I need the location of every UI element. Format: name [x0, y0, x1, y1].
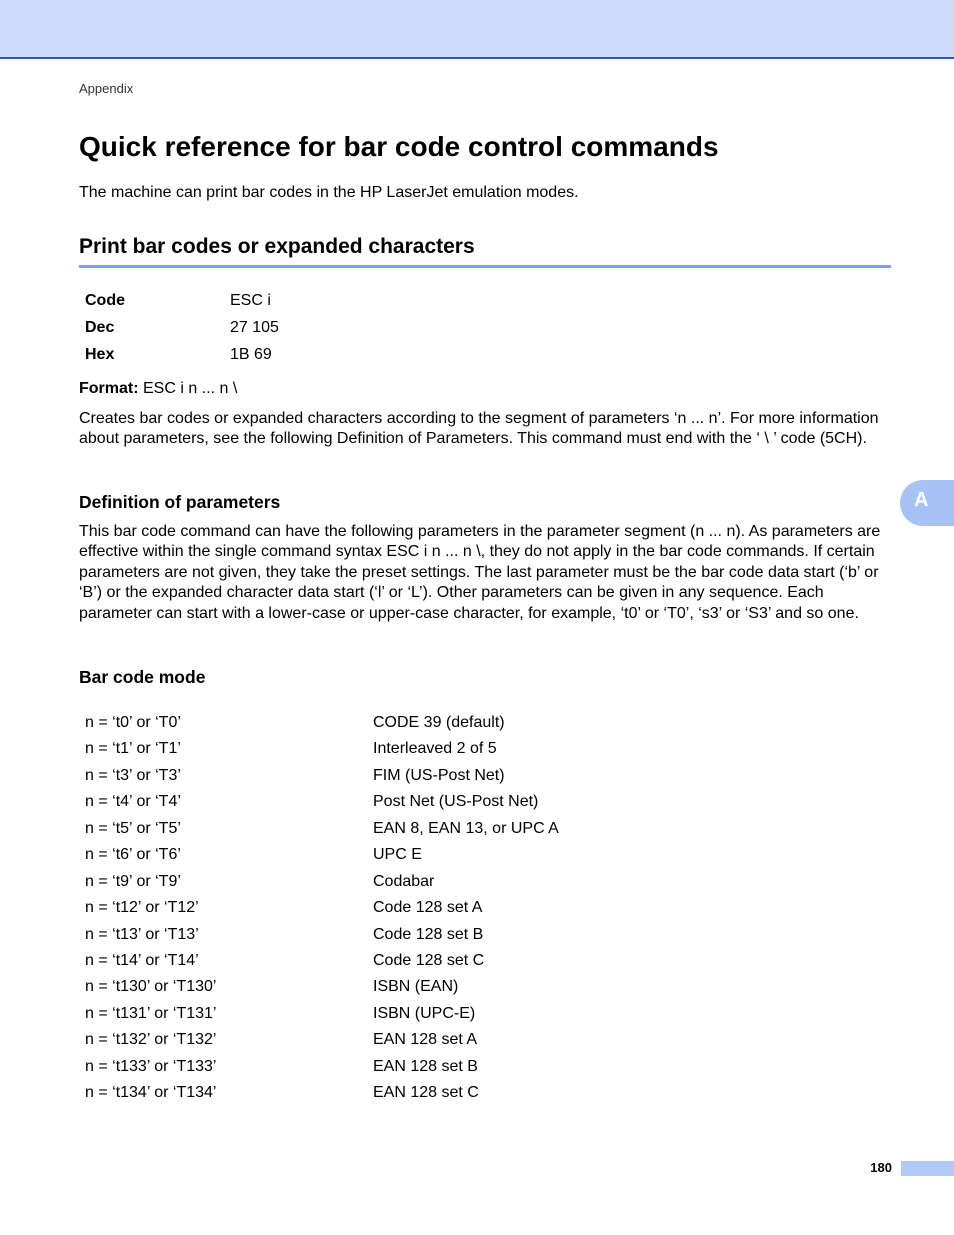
mode-name: Code 128 set A [373, 899, 483, 917]
mode-param: n = ‘t131’ or ‘T131’ [85, 1004, 217, 1022]
section-heading: Print bar codes or expanded characters [79, 235, 891, 268]
table-row [85, 846, 559, 872]
table-row [85, 793, 559, 819]
code-row [85, 292, 279, 319]
mode-name: Code 128 set C [373, 951, 485, 969]
mode-param: n = ‘t5’ or ‘T5’ [85, 819, 181, 837]
table-row [85, 978, 559, 1004]
table-row [85, 820, 559, 846]
dec-label: Dec [85, 319, 115, 336]
table-row [85, 926, 559, 952]
page-title: Quick reference for bar code control commands [79, 131, 719, 162]
appendix-tab [900, 480, 954, 526]
mode-name: Code 128 set B [373, 925, 484, 943]
mode-param: n = ‘t6’ or ‘T6’ [85, 846, 181, 864]
code-label: Code [85, 292, 125, 309]
header-band [0, 0, 954, 59]
bar-code-mode-heading: Bar code mode [79, 667, 206, 687]
mode-param: n = ‘t130’ or ‘T130’ [85, 978, 217, 996]
bar-code-mode-table [85, 714, 559, 1111]
mode-param: n = ‘t9’ or ‘T9’ [85, 872, 181, 890]
mode-param: n = ‘t133’ or ‘T133’ [85, 1057, 217, 1075]
table-row [85, 1031, 559, 1057]
mode-name: EAN 128 set A [373, 1031, 478, 1049]
mode-name: ISBN (EAN) [373, 978, 459, 996]
mode-name: FIM (US-Post Net) [373, 766, 505, 784]
dec-value: 27 105 [230, 319, 279, 336]
definition-heading: Definition of parameters [79, 492, 281, 512]
table-row [85, 1005, 559, 1031]
hex-label: Hex [85, 346, 115, 363]
dec-row [85, 319, 279, 346]
mode-name: EAN 128 set B [373, 1057, 478, 1075]
mode-param: n = ‘t134’ or ‘T134’ [85, 1084, 217, 1102]
mode-param: n = ‘t13’ or ‘T13’ [85, 925, 199, 943]
appendix-tab-letter: A [914, 489, 929, 511]
table-row [85, 714, 559, 740]
table-row [85, 740, 559, 766]
mode-param: n = ‘t1’ or ‘T1’ [85, 740, 181, 758]
footer-bar [901, 1161, 954, 1176]
table-row [85, 873, 559, 899]
format-line [79, 380, 237, 398]
table-row [85, 1058, 559, 1084]
running-head: Appendix [79, 81, 134, 96]
table-row [85, 899, 559, 925]
mode-param: n = ‘t0’ or ‘T0’ [85, 714, 181, 731]
mode-name: Codabar [373, 872, 435, 890]
mode-name: UPC E [373, 846, 422, 864]
code-value: ESC i [230, 292, 271, 309]
page-number: 180 [870, 1160, 892, 1175]
mode-name: Post Net (US-Post Net) [373, 793, 539, 811]
command-code-table [85, 292, 279, 373]
description-paragraph: Creates bar codes or expanded characters according to the segment of parameters ‘n ... n’. For more information about parameters, see the following Definition of Parameters. This command must end with the ‘ \ ’ code (5CH). [79, 410, 879, 448]
mode-name: CODE 39 (default) [373, 714, 505, 731]
format-value: ESC i n ... n \ [138, 380, 238, 397]
mode-param: n = ‘t132’ or ‘T132’ [85, 1031, 217, 1049]
hex-row [85, 346, 279, 373]
mode-name: Interleaved 2 of 5 [373, 740, 497, 758]
definition-paragraph: This bar code command can have the following parameters in the parameter segment (n ... n). As parameters are effective within the single command syntax ESC i n ... n \, they do not apply in the bar code commands. If certain parameters are not given, they take the preset settings. The last parameter must be the bar code data start (‘b’ or ‘B’) or the expanded character data start (‘l’ or ‘L’). Other parameters can be given in any sequence. Each parameter can start with a lower-case or upper-case character, for example, ‘t0’ or ‘T0’, ‘s3’ or ‘S3’ and so one. [79, 523, 881, 622]
intro-paragraph: The machine can print bar codes in the HP LaserJet emulation modes. [79, 184, 579, 201]
mode-name: EAN 128 set C [373, 1084, 479, 1102]
mode-param: n = ‘t12’ or ‘T12’ [85, 899, 199, 917]
mode-name: EAN 8, EAN 13, or UPC A [373, 819, 559, 837]
table-row [85, 1084, 559, 1110]
mode-param: n = ‘t14’ or ‘T14’ [85, 951, 199, 969]
mode-param: n = ‘t3’ or ‘T3’ [85, 766, 181, 784]
hex-value: 1B 69 [230, 346, 272, 363]
format-label: Format: [79, 380, 139, 397]
table-row [85, 952, 559, 978]
mode-param: n = ‘t4’ or ‘T4’ [85, 793, 181, 811]
mode-name: ISBN (UPC-E) [373, 1004, 476, 1022]
table-row [85, 767, 559, 793]
